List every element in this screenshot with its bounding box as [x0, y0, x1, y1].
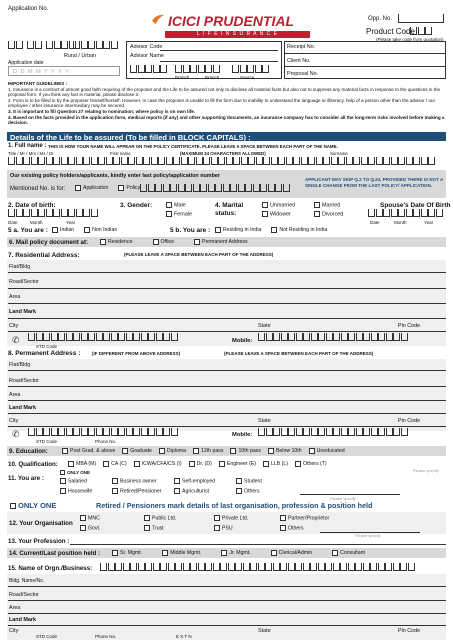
divorced-option: Divorced — [314, 211, 343, 217]
occupation-checkbox[interactable] — [112, 478, 118, 484]
dob-label: 2. Date of birth: — [8, 202, 56, 209]
married-checkbox[interactable] — [314, 202, 320, 208]
application-no-label: Application No. — [8, 6, 49, 12]
q11-label: 11. You are : — [8, 475, 44, 482]
mobile-label: Mobile: — [232, 432, 253, 438]
q14-label: 14. Current/Last position held : — [9, 550, 101, 557]
road-label: Road/Sector — [9, 378, 39, 384]
landmark-label: Land Mark — [9, 617, 36, 623]
product-code-label: Product Code — [366, 27, 415, 36]
advisor-name-line[interactable] — [160, 61, 278, 62]
year-label: Year — [66, 220, 76, 225]
org-checkbox[interactable] — [280, 525, 286, 531]
not-residing-checkbox[interactable] — [271, 227, 277, 233]
area-label: Area — [9, 605, 21, 611]
office-checkbox[interactable] — [153, 239, 159, 245]
qualification-checkbox[interactable] — [134, 461, 140, 467]
male-checkbox[interactable] — [166, 202, 172, 208]
branch2-label: Branch — [205, 75, 220, 80]
married-option: Married — [314, 202, 340, 208]
app-date-year-field[interactable] — [8, 41, 23, 49]
date-label: Date — [8, 220, 18, 225]
extn-label: E X T N — [176, 634, 192, 639]
section-header: Details of the Life to be assured (To be filled in BLOCK CAPITALS) : — [7, 132, 446, 141]
phone-label: Phone No. — [95, 439, 117, 444]
unmarried-option: Unmarried — [262, 202, 295, 208]
qualification-checkbox[interactable] — [103, 461, 109, 467]
first-name-label: First name — [110, 151, 131, 156]
education-checkbox[interactable] — [268, 448, 274, 454]
opp-no-label: Opp. No. — [368, 16, 393, 22]
max-chars-note: (MAXIMUM 34 CHARACTERS ALLOWED) — [180, 151, 266, 156]
q7-label: 7. Residential Address: — [8, 252, 80, 259]
pin-label: Pin Code — [398, 323, 421, 329]
svg-text:ICICI PRUDENTIAL: ICICI PRUDENTIAL — [168, 13, 294, 29]
non-indian-checkbox[interactable] — [84, 227, 90, 233]
spouse-month-label: Month — [394, 220, 407, 225]
city-label: City — [9, 628, 19, 634]
opp-no-field[interactable] — [398, 14, 444, 23]
qualification-checkbox[interactable] — [189, 461, 195, 467]
qualification-checkbox[interactable] — [68, 461, 74, 467]
q11-options: Salaried Business owner Self-employed Student Housewife Retired/Pensioner Agriculturist Others — [60, 478, 296, 495]
q8-note: (PLEASE LEAVE A SPACE BETWEEN EACH PART OF THE ADDRESS) — [224, 351, 374, 356]
landmark-label: Land Mark — [9, 309, 36, 315]
q5a-label: 5 a. You are : — [8, 227, 48, 234]
pin-label: Pin Code — [398, 628, 421, 634]
branch-label: Branch — [175, 75, 190, 80]
std-phone-field[interactable] — [28, 333, 178, 341]
education-checkbox[interactable] — [230, 448, 236, 454]
q13-label: 13. Your Profession : — [8, 538, 70, 545]
residence-checkbox[interactable] — [100, 239, 106, 245]
qualification-checkbox[interactable] — [219, 461, 225, 467]
marital-label: 4. Marital status: — [215, 202, 244, 217]
app-date-month-field[interactable] — [27, 41, 42, 49]
q7-note: (PLEASE LEAVE A SPACE BETWEEN EACH PART OF THE ADDRESS) — [124, 252, 274, 257]
city-label: City — [9, 418, 19, 424]
mobile-field[interactable] — [258, 428, 408, 436]
landmark-label: Land Mark — [9, 405, 36, 411]
spouse-dob-field[interactable] — [368, 209, 443, 217]
area-line[interactable] — [8, 303, 446, 304]
city-line[interactable] — [8, 426, 446, 427]
org-specify: Please specify — [355, 533, 381, 538]
pin-label: Pin Code — [398, 418, 421, 424]
guideline-item: 2. Form is to be filled in by the proposer himself/herself. However, in case the proposer is unable to fill the form due to inability to understand the language or illiteracy, help of a person other than the advisor / our employee / other insurance intermediary may be secured. — [8, 97, 436, 109]
spouse-year-label: Year — [424, 220, 434, 225]
org-checkbox[interactable] — [280, 515, 286, 521]
q9-options: Post Grad. & above Graduate Diploma 12th pass 10th pass Below 10th Uneducated — [62, 448, 345, 454]
product-code-note: (Please take code from quotation) — [376, 37, 444, 42]
q15-label: 15. Name of Orgn./Business: — [8, 565, 93, 572]
mobile-field[interactable] — [258, 333, 408, 341]
state-label: State — [258, 323, 271, 329]
org-checkbox[interactable] — [80, 525, 86, 531]
name-note: THIS IS HOW YOUR NAME WILL APPEAR ON THE POLICY CERTIFICATE. PLEASE LEAVE A SPACE BETWEEN EACH PART OF THE NAME. — [48, 144, 338, 149]
spouse-date-label: Date — [370, 220, 380, 225]
area-label: Area — [9, 294, 21, 300]
landmark-line[interactable] — [8, 413, 446, 414]
policy-option: Policy — [126, 185, 141, 191]
state-label: State — [258, 628, 271, 634]
application-checkbox[interactable] — [75, 185, 81, 191]
org-checkbox[interactable] — [214, 525, 220, 531]
qualification-specify: Please specify — [413, 468, 439, 473]
mentioned-no-label: Mentioned No. is for: — [10, 186, 66, 192]
area-label: Area — [9, 392, 21, 398]
app-date-yr-field[interactable] — [73, 41, 118, 49]
education-checkbox[interactable] — [309, 448, 315, 454]
flat-line[interactable] — [8, 272, 446, 273]
position-checkbox[interactable] — [221, 550, 227, 556]
std-label: STD Code — [36, 439, 58, 444]
q14-options: Sr. Mgmt. Middle Mgmt. Jr. Mgmt. Clerical/Admin Consultant — [112, 550, 365, 556]
guidelines-title: IMPORTANT GUIDELINES : — [8, 81, 68, 86]
branch-field[interactable] — [175, 65, 220, 73]
guideline-item: 3. It is important to fill Question 27 relating to nomination; where policy is on own life. — [8, 108, 196, 114]
only-one-banner: ONLY ONE — [10, 501, 56, 510]
education-checkbox[interactable] — [159, 448, 165, 454]
area-line[interactable] — [8, 400, 446, 401]
source-field[interactable] — [232, 65, 270, 73]
mentioned-options — [75, 185, 140, 191]
q5b-options: Residing in India Not Residing in India — [215, 227, 327, 233]
male-option: Male — [166, 202, 186, 208]
state-label: State — [258, 418, 271, 424]
occupation-checkbox[interactable] — [60, 478, 66, 484]
skip-note: APPLICANT MAY SKIP Q.2 TO Q.24, PROVIDED THERE IS NOT A SINGLE CHANGE FROM THE LAST POLICY/ APPLICATION. — [305, 177, 444, 188]
occupation-checkbox[interactable] — [236, 488, 242, 494]
mobile-label: Mobile: — [232, 338, 253, 344]
city-line[interactable] — [8, 331, 446, 332]
phone-icon: ✆ — [12, 335, 20, 345]
only-one-check-icon — [60, 470, 65, 475]
landmark-line[interactable] — [8, 318, 446, 319]
divider — [284, 66, 446, 67]
branch-code-field[interactable] — [130, 65, 168, 73]
city-label: City — [9, 323, 19, 329]
education-checkbox[interactable] — [122, 448, 128, 454]
qualification-checkbox[interactable] — [295, 461, 301, 467]
full-name-label: 1. Full name : — [8, 143, 47, 149]
female-option: Female — [166, 211, 192, 217]
q8-label: 8. Permanent Address : — [8, 350, 81, 357]
dob-field[interactable] — [8, 209, 98, 217]
bldg-label: Bldg. Name/No. — [9, 578, 45, 584]
indian-checkbox[interactable] — [52, 227, 58, 233]
divider — [284, 53, 446, 54]
guidelines — [8, 81, 446, 126]
qualification-checkbox[interactable] — [263, 461, 269, 467]
org-checkbox[interactable] — [144, 515, 150, 521]
occupation-checkbox[interactable] — [174, 478, 180, 484]
profession-line[interactable] — [70, 544, 446, 545]
road-line[interactable] — [8, 600, 446, 601]
education-checkbox[interactable] — [62, 448, 68, 454]
policy-checkbox[interactable] — [118, 185, 124, 191]
position-checkbox[interactable] — [112, 550, 118, 556]
month-label: Month — [30, 220, 43, 225]
q10-options: MBA (M) CA (C) ICWA/CFA/CS (I) Dr. (D) Engineer (E) LLB (L) Others (T) — [68, 461, 327, 467]
application-date-label: Application date — [8, 60, 44, 66]
retired-note: Retired / Pensioners mark details of last organisation, profession & position held — [96, 501, 373, 510]
flat-label: Flat/Bldg — [9, 264, 31, 270]
q5a-options: Indian Non Indian — [52, 227, 117, 233]
occupation-specify: Please specify — [330, 496, 356, 501]
std-label: STD Code — [36, 634, 58, 639]
title-options: Title / Mr / Mrs / Ms / Dr — [8, 151, 54, 156]
existing-policy-text: Our existing policy holders/applicants, kindly enter last policy/application number — [10, 173, 220, 179]
org-checkbox[interactable] — [214, 515, 220, 521]
occupation-checkbox[interactable] — [236, 478, 242, 484]
org-checkbox[interactable] — [80, 515, 86, 521]
unmarried-checkbox[interactable] — [262, 202, 268, 208]
q5b-label: 5 b. You are : — [170, 227, 211, 234]
occupation-checkbox[interactable] — [112, 488, 118, 494]
app-date-field[interactable] — [46, 41, 76, 49]
widower-checkbox[interactable] — [262, 211, 268, 217]
position-checkbox[interactable] — [271, 550, 277, 556]
q8-diff: (IF DIFFERENT FROM ABOVE ADDRESS) — [92, 351, 181, 356]
last-policy-number-field[interactable] — [140, 184, 290, 192]
org-checkbox[interactable] — [144, 525, 150, 531]
phone-label: Phone No. — [95, 634, 117, 639]
proposal-label: Proposal No. — [287, 71, 319, 77]
area-line[interactable] — [8, 613, 446, 614]
flat-line[interactable] — [8, 370, 446, 371]
application-option: Application — [83, 185, 109, 191]
q6-options: Residence Office Permanent Address — [100, 239, 248, 245]
guideline-item: 4. Based on the facts provided in the application form, medical reports (if any) and other supporting documents, an insurance company has to consider all the long-term risks involved before making a decision. — [8, 114, 445, 126]
client-label: Client No. — [287, 58, 311, 64]
road-line[interactable] — [8, 288, 446, 289]
rural-urban-label: Rural / Urban — [64, 53, 97, 59]
road-line[interactable] — [8, 386, 446, 387]
surname-label: Surname — [330, 151, 348, 156]
permanent-checkbox[interactable] — [194, 239, 200, 245]
brand-life-insurance: L I F E I N S U R A N C E — [165, 31, 310, 38]
std-label: STD Code — [36, 344, 58, 349]
source-label: Source — [240, 75, 255, 80]
logo-mark-icon — [152, 15, 164, 24]
landmark-line[interactable] — [8, 625, 446, 626]
icici-logo — [150, 12, 320, 30]
advisor-code-label: Advisor Code — [130, 44, 163, 50]
bldg-line[interactable] — [8, 586, 446, 587]
occupation-checkbox[interactable] — [60, 488, 66, 494]
position-checkbox[interactable] — [162, 550, 168, 556]
guideline-item: 1. Insurance is a contract of utmost good faith requiring of the proposer and the Life to be assured not only to disclose all material facts but also not to suppress any material facts in response to the questions in the proposal form. If you think any fact is material, please disclose it. — [8, 86, 441, 98]
flat-label: Flat/Bldg — [9, 362, 31, 368]
product-code-field[interactable] — [410, 27, 433, 35]
full-name-field[interactable] — [8, 157, 436, 165]
q10-label: 10. Qualification: — [8, 461, 58, 468]
widower-option: Widower — [262, 211, 291, 217]
checkbox-icon — [10, 503, 16, 509]
female-checkbox[interactable] — [166, 211, 172, 217]
residing-checkbox[interactable] — [215, 227, 221, 233]
advisor-name-label: Advisor Name — [130, 53, 164, 59]
std-phone-field[interactable] — [28, 428, 178, 436]
q12-label: 12. Your Organisation — [9, 520, 73, 527]
org-name-field[interactable] — [100, 563, 415, 571]
road-label: Road/Sector — [9, 279, 39, 285]
gender-label: 3. Gender: — [120, 202, 153, 209]
road-label: Road/Sector — [9, 592, 39, 598]
education-checkbox[interactable] — [193, 448, 199, 454]
occupation-checkbox[interactable] — [174, 488, 180, 494]
q15-address-band — [7, 574, 446, 640]
position-checkbox[interactable] — [332, 550, 338, 556]
receipt-label: Receipt No. — [287, 44, 316, 50]
application-date-field[interactable]: D D M M Y Y Y Y — [8, 66, 120, 76]
spouse-dob-label: Spouse's Date Of Birth — [380, 202, 451, 209]
divorced-checkbox[interactable] — [314, 211, 320, 217]
phone-icon: ✆ — [12, 429, 20, 439]
q6-label: 6. Mail policy document at: — [9, 239, 89, 246]
q9-label: 9. Education: — [9, 448, 48, 455]
advisor-code-line[interactable] — [160, 50, 278, 51]
others-line[interactable] — [300, 494, 400, 495]
only-one-small: ONLY ONE — [60, 470, 90, 475]
q12-options: MNC Public Ltd. Private Ltd. Partner/Proprietor Govt. Trust PSU Others — [80, 515, 370, 532]
